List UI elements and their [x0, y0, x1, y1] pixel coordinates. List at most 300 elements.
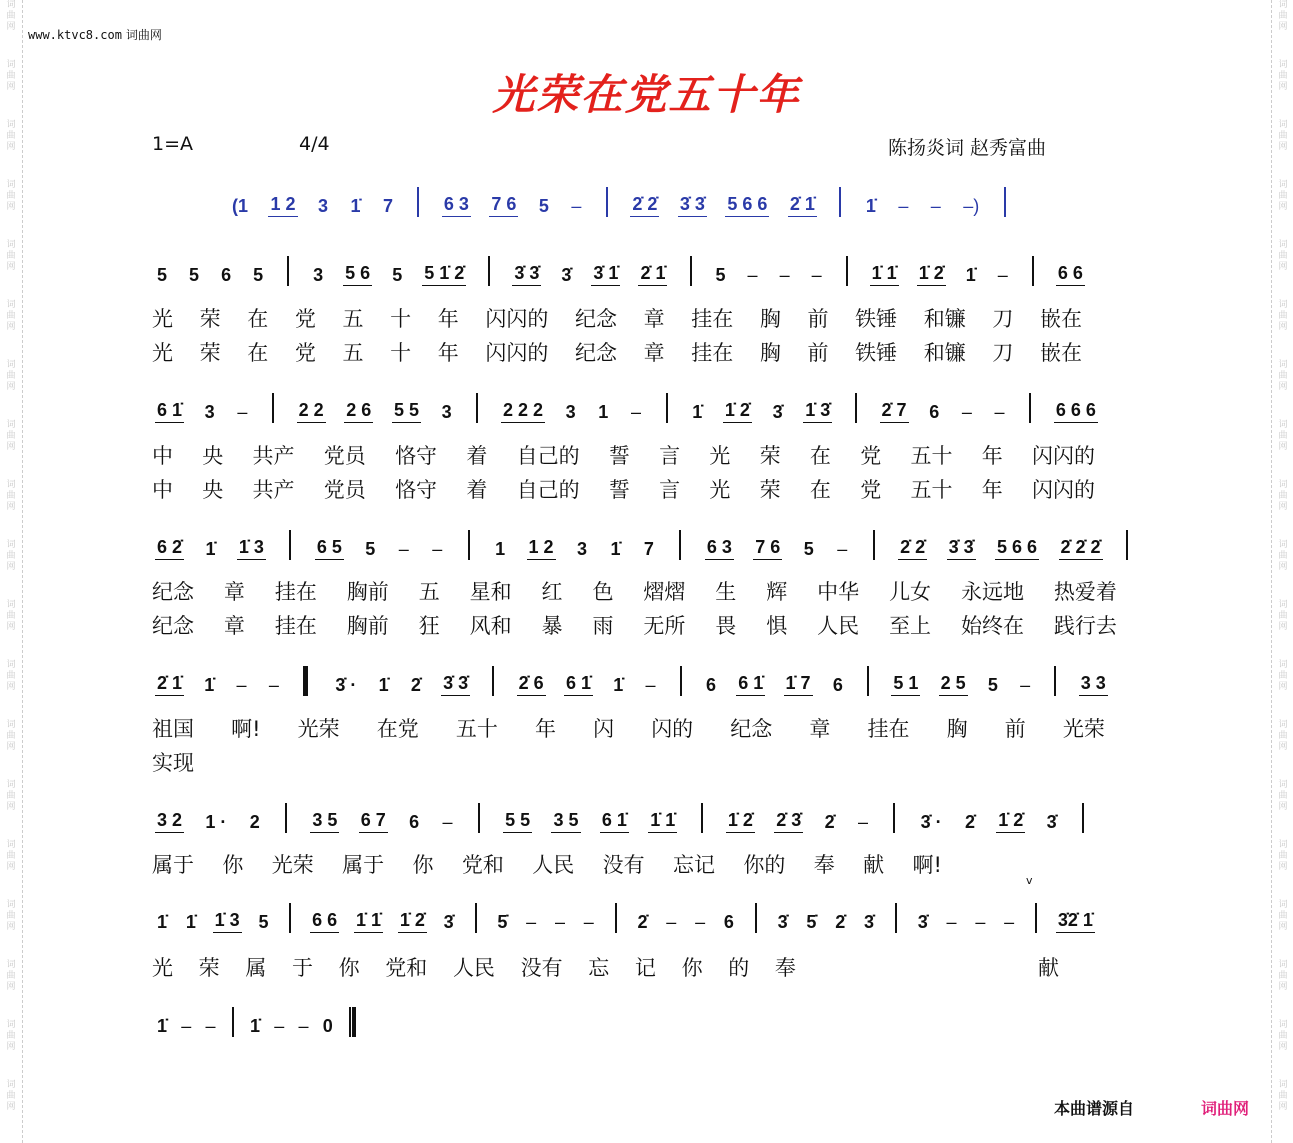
note: 1̇ 2̇ — [996, 809, 1025, 833]
lyric-word: 没有 — [520, 956, 563, 980]
dash-note: – — [205, 1016, 216, 1036]
note: 2̇ 1̇ — [788, 193, 817, 217]
lyric-word: 热爱着 — [1053, 580, 1117, 604]
lyric-word: 言 — [659, 444, 681, 468]
lyric-word: 和镰 — [923, 307, 966, 331]
dash-note: – — [237, 402, 248, 422]
site-header — [28, 26, 162, 43]
credits: 陈扬炎词 赵秀富曲 — [888, 137, 1047, 159]
lyric-word: 央 — [202, 478, 224, 502]
note: 3̇ · — [335, 675, 357, 695]
lyric-word: 暴 — [541, 614, 563, 638]
lyric-word: 色 — [592, 580, 614, 604]
lyric-word: 言 — [659, 478, 681, 502]
lyric-word: 在 — [809, 444, 831, 468]
note: 2̇ 2̇ 2̇ — [1059, 536, 1103, 560]
lyric-word: 自己的 — [516, 444, 580, 468]
lyric-word: 闪的 — [651, 717, 694, 741]
note: 3̇ — [917, 912, 928, 932]
note: 0 — [322, 1016, 333, 1036]
lyric-word: 献 — [1038, 956, 1059, 980]
note: 5 6 — [343, 262, 372, 286]
note: 3̇ 1̇ — [591, 262, 620, 286]
lyric-word: 党员 — [323, 444, 366, 468]
note: 6 5 — [315, 536, 344, 560]
lyric-word: 荣 — [759, 444, 781, 468]
lyric-word: 光荣 — [1062, 717, 1105, 741]
lyric-word: 铁锤 — [855, 307, 898, 331]
lyric-word: 在 — [247, 341, 269, 365]
bar-line — [1035, 903, 1037, 933]
note: 3 5 — [310, 809, 339, 833]
lyric-word: 熠熠 — [643, 580, 686, 604]
note: 1̇ — [692, 402, 703, 422]
lyric-word: 铁锤 — [855, 341, 898, 365]
watermark-text: 词曲网 — [6, 0, 16, 32]
note: 3 5 — [551, 809, 580, 833]
note: 2 2 — [297, 399, 326, 423]
note: 3 — [317, 196, 328, 216]
lyric-word: 光荣 — [271, 853, 314, 877]
lyric-word: 挂在 — [274, 614, 317, 638]
bar-line — [287, 256, 289, 286]
lyric-word: 你的 — [743, 853, 786, 877]
lyric-word: 胸 — [759, 341, 781, 365]
lyric-word: 刀 — [992, 307, 1014, 331]
lyric-word: 五十 — [455, 717, 498, 741]
watermark-text: 词曲网 — [1278, 600, 1288, 632]
note: 5 — [803, 539, 814, 559]
note: 1̇ — [350, 196, 361, 216]
repeat-bar-line — [303, 666, 311, 696]
note: 5 — [253, 265, 264, 285]
note: 3̇ — [864, 912, 875, 932]
lyric-word: 记 — [634, 956, 656, 980]
note: 7 6 — [489, 193, 518, 217]
watermark-text: 词曲网 — [6, 600, 16, 632]
score-line — [155, 803, 1088, 833]
note: 6 — [832, 675, 843, 695]
lyric-word: 你 — [681, 956, 703, 980]
lyric-word: 中华 — [817, 580, 860, 604]
note: 6 7 — [359, 809, 388, 833]
bar-line — [492, 666, 494, 696]
lyric-word: 和镰 — [923, 341, 966, 365]
lyric-word: 年 — [981, 444, 1003, 468]
lyric-word: 光荣 — [297, 717, 340, 741]
bar-line — [1032, 256, 1034, 286]
lyric-word: 前 — [807, 307, 829, 331]
lyric-word: 献 — [863, 853, 885, 877]
dash-note: – — [930, 196, 941, 216]
lyric-word: 恪守 — [395, 478, 438, 502]
note: 2 6 — [344, 399, 373, 423]
intro-line — [230, 187, 1010, 217]
lyric-word: 挂在 — [867, 717, 910, 741]
note: 6 — [221, 265, 232, 285]
bar-line — [272, 393, 274, 423]
lyric-word: 光 — [152, 307, 173, 331]
note: 6 1̇ — [600, 809, 629, 833]
note: 3 2 — [155, 809, 184, 833]
lyric-line — [152, 952, 1059, 980]
lyric-word: 光 — [152, 341, 173, 365]
note: 1 2 — [527, 536, 556, 560]
note: 3 — [577, 539, 588, 559]
lyric-word: 着 — [466, 444, 488, 468]
watermark-text: 词曲网 — [1278, 780, 1288, 812]
lyric-word: 章 — [223, 580, 245, 604]
note: 5 — [157, 265, 168, 285]
note: 3̇ · — [920, 812, 942, 832]
site-name: 词曲网 — [125, 28, 162, 42]
source-label: 本曲谱源自 — [1054, 1099, 1135, 1118]
lyric-word: 十 — [390, 341, 412, 365]
note: 7 — [382, 196, 393, 216]
lyric-word: 荣 — [759, 478, 781, 502]
bar-line — [475, 903, 477, 933]
lyric-word: 年 — [437, 307, 459, 331]
lyric-word: 挂在 — [691, 307, 734, 331]
note: 3̇ — [561, 265, 572, 285]
lyric-word: 共产 — [252, 478, 295, 502]
lyric-word: 胸前 — [346, 614, 389, 638]
note: 3̇ 3̇ — [441, 672, 470, 696]
key-signature: 1=A — [152, 133, 194, 155]
bar-line — [468, 530, 470, 560]
source-link[interactable]: 词曲网 — [1201, 1099, 1250, 1118]
note: 5 — [258, 912, 269, 932]
lyric-word: 央 — [202, 444, 224, 468]
bar-line — [1054, 666, 1056, 696]
lyric-word: 你 — [412, 853, 434, 877]
note: 3̇ 3̇ — [512, 262, 541, 286]
score-line — [155, 256, 1085, 286]
lyric-word: 中 — [152, 478, 173, 502]
dash-note: – — [1004, 912, 1015, 932]
watermark-text: 词曲网 — [6, 660, 16, 692]
note: 5 — [987, 675, 998, 695]
note: 2̇ 1̇ — [638, 262, 667, 286]
time-signature: 4/4 — [299, 133, 330, 155]
note: 2 — [249, 812, 260, 832]
lyric-word: 前 — [807, 341, 829, 365]
lyric-word: 胸 — [946, 717, 968, 741]
final-bar-line — [349, 1007, 356, 1037]
dash-note: – — [583, 912, 594, 932]
lyric-word: 党和 — [385, 956, 428, 980]
dash-note: – — [571, 196, 582, 216]
lyric-word: 祖国 — [152, 717, 194, 741]
lyric-word: 党 — [860, 478, 882, 502]
note: 6 3 — [705, 536, 734, 560]
lyric-word: 五 — [418, 580, 440, 604]
lyric-line — [152, 337, 1082, 363]
note: 3 — [441, 402, 452, 422]
note: 2̇ 3̇ — [774, 809, 803, 833]
dash-note: – — [181, 1016, 192, 1036]
note: 3 — [204, 402, 215, 422]
lyric-word: 纪念 — [152, 580, 194, 604]
watermark-text: 词曲网 — [6, 480, 16, 512]
note: 5̇ — [497, 912, 508, 932]
bar-line — [867, 666, 869, 696]
bar-line — [873, 530, 875, 560]
lyric-word: 章 — [643, 307, 665, 331]
dash-note: – — [432, 539, 443, 559]
dash-note: – — [779, 265, 790, 285]
note: 1̇ 2̇ — [726, 809, 755, 833]
score-line — [155, 530, 1132, 560]
note: 2̇ 2̇ — [630, 193, 659, 217]
note: 6 6 — [1056, 262, 1085, 286]
note: 1̇ — [610, 539, 621, 559]
lyric-word: 践行去 — [1053, 614, 1117, 638]
lyric-word: 嵌在 — [1040, 307, 1082, 331]
lyric-word: 辉 — [766, 580, 788, 604]
watermark-column-left — [0, 0, 23, 1143]
lyric-word: 章 — [643, 341, 665, 365]
bar-line — [1126, 530, 1128, 560]
bar-line — [478, 803, 480, 833]
watermark-text: 词曲网 — [6, 960, 16, 992]
note: 1̇ — [865, 196, 876, 216]
note: (1 — [232, 196, 249, 216]
lyric-word: 儿女 — [889, 580, 932, 604]
lyric-word: 誓 — [608, 478, 630, 502]
note: 2̇ — [964, 812, 975, 832]
lyric-word: 共产 — [252, 444, 295, 468]
dash-note: – — [526, 912, 537, 932]
note: 3̇ — [443, 912, 454, 932]
lyric-word: 胸 — [759, 307, 781, 331]
note: 1̇ 3 — [237, 536, 266, 560]
bar-line — [417, 187, 419, 217]
bar-line — [895, 903, 897, 933]
lyric-word: 啊! — [231, 717, 261, 741]
watermark-text: 词曲网 — [1278, 960, 1288, 992]
lyric-word: 荣 — [198, 956, 220, 980]
dash-note: – — [630, 402, 641, 422]
lyric-word: 纪念 — [730, 717, 773, 741]
note: 1̇ 7 — [784, 672, 813, 696]
note: 2 2 2 — [501, 399, 545, 423]
lyric-line — [152, 747, 198, 773]
bar-line — [680, 666, 682, 696]
lyric-word: 自己的 — [516, 478, 580, 502]
lyric-word: 风和 — [469, 614, 512, 638]
lyric-word: 忘记 — [673, 853, 715, 877]
lyric-line — [152, 576, 1117, 602]
lyric-word: 章 — [223, 614, 245, 638]
note: 1̇ 1̇ — [354, 909, 383, 933]
lyric-word: 人民 — [817, 614, 860, 638]
lyric-word: 党和 — [461, 853, 504, 877]
note: 6 2̇ — [155, 536, 184, 560]
lyric-word: 永远地 — [960, 580, 1024, 604]
note: 6 — [706, 675, 717, 695]
lyric-word: 年 — [981, 478, 1003, 502]
note: 3 — [313, 265, 324, 285]
bar-line — [855, 393, 857, 423]
lyric-word: 在 — [247, 307, 269, 331]
lyric-word: 五 — [342, 341, 364, 365]
watermark-text: 词曲网 — [6, 1080, 16, 1112]
note: 1 — [495, 539, 506, 559]
watermark-text: 词曲网 — [1278, 720, 1288, 752]
note: 1̇ 3 — [213, 909, 242, 933]
bar-line — [1029, 393, 1031, 423]
note: 1 — [598, 402, 609, 422]
note: 2̇ — [410, 675, 421, 695]
dash-note: – — [994, 402, 1005, 422]
note: 1̇ — [185, 912, 196, 932]
note: 2̇ — [835, 912, 846, 932]
lyric-word: 惧 — [766, 614, 788, 638]
lyric-word: 人民 — [532, 853, 575, 877]
lyric-word: 属于 — [342, 853, 385, 877]
note: 1 2 — [268, 193, 297, 217]
watermark-text: 词曲网 — [6, 780, 16, 812]
note: 1 · — [205, 812, 227, 832]
note: 3̇ — [777, 912, 788, 932]
dash-note: – — [837, 539, 848, 559]
note: 5 — [365, 539, 376, 559]
note: 5 6 6 — [995, 536, 1039, 560]
score-line — [155, 393, 1098, 423]
note: 5 6 6 — [725, 193, 769, 217]
watermark-text: 词曲网 — [6, 720, 16, 752]
watermark-text: 词曲网 — [1278, 540, 1288, 572]
bar-line — [476, 393, 478, 423]
dash-note: – — [666, 912, 677, 932]
note: 5 1 — [891, 672, 920, 696]
dash-note: – — [398, 539, 409, 559]
lyric-word: 始终在 — [960, 614, 1024, 638]
lyric-word: 奉 — [774, 956, 796, 980]
lyric-word: 无所 — [643, 614, 686, 638]
note: 6 1̇ — [564, 672, 593, 696]
lyric-word: 属 — [245, 956, 267, 980]
lyric-line — [152, 610, 1117, 636]
watermark-text: 词曲网 — [6, 300, 16, 332]
watermark-text: 词曲网 — [1278, 420, 1288, 452]
lyric-word: 没有 — [602, 853, 645, 877]
note: 5 — [392, 265, 403, 285]
lyric-word: 闪闪的 — [1031, 444, 1095, 468]
note: 6 3 — [442, 193, 471, 217]
note: 1̇ — [613, 675, 624, 695]
note: 5 5 — [503, 809, 532, 833]
lyric-word: 闪闪的 — [1031, 478, 1095, 502]
note: 3 3 — [1079, 672, 1108, 696]
dash-note: – — [554, 912, 565, 932]
dash-note: – — [898, 196, 909, 216]
dash-note: – — [1020, 675, 1031, 695]
lyric-word: 红 — [541, 580, 563, 604]
bar-line — [488, 256, 490, 286]
lyric-word: 忘 — [588, 956, 610, 980]
note: 2 5 — [939, 672, 968, 696]
lyric-word: 啊! — [912, 853, 942, 877]
watermark-text: 词曲网 — [1278, 360, 1288, 392]
dash-note: – — [975, 912, 986, 932]
lyric-word: 五十 — [910, 478, 953, 502]
watermark-text: 词曲网 — [1278, 60, 1288, 92]
lyric-word: 在 — [809, 478, 831, 502]
lyric-word: 雨 — [592, 614, 614, 638]
lyric-word: 胸前 — [346, 580, 389, 604]
lyric-word: 纪念 — [152, 614, 194, 638]
dash-note: – — [857, 812, 868, 832]
watermark-text: 词曲网 — [6, 240, 16, 272]
lyric-word: 光 — [709, 478, 731, 502]
bar-line — [1082, 803, 1084, 833]
note: 3 — [565, 402, 576, 422]
lyric-word: 恪守 — [395, 444, 438, 468]
watermark-text: 词曲网 — [6, 360, 16, 392]
dash-note: – — [298, 1016, 309, 1036]
lyric-word: 中 — [152, 444, 173, 468]
bar-line — [839, 187, 841, 217]
bar-line — [1004, 187, 1006, 217]
dash-note: –) — [963, 196, 980, 216]
lyric-word: 前 — [1004, 717, 1026, 741]
lyric-word: 年 — [437, 341, 459, 365]
watermark-text: 词曲网 — [6, 540, 16, 572]
watermark-text: 词曲网 — [6, 180, 16, 212]
lyric-word: 光 — [152, 956, 173, 980]
bar-line — [232, 1007, 234, 1037]
bar-line — [679, 530, 681, 560]
bar-line — [846, 256, 848, 286]
bar-line — [289, 530, 291, 560]
watermark-text: 词曲网 — [1278, 300, 1288, 332]
note: 7 6 — [753, 536, 782, 560]
note: 5̇ — [806, 912, 817, 932]
note: 6 — [723, 912, 734, 932]
note: 1̇ 2̇ — [398, 909, 427, 933]
note: 3̇ — [772, 402, 783, 422]
lyric-word: 纪念 — [575, 307, 617, 331]
bar-line — [285, 803, 287, 833]
bar-line — [666, 393, 668, 423]
note: 6 1̇ — [736, 672, 765, 696]
lyric-word: 五 — [342, 307, 364, 331]
note: 6 — [929, 402, 940, 422]
note: 5 — [715, 265, 726, 285]
lyric-word: 狂 — [418, 614, 440, 638]
note: 2̇ — [824, 812, 835, 832]
note: 3̇2̇ 1̇ — [1056, 909, 1095, 933]
watermark-text: 词曲网 — [6, 120, 16, 152]
watermark-text: 词曲网 — [1278, 180, 1288, 212]
lyric-word: 的 — [728, 956, 750, 980]
lyric-word: 实现 — [152, 751, 194, 775]
lyric-word: 年 — [534, 717, 556, 741]
dash-note: – — [747, 265, 758, 285]
watermark-text: 词曲网 — [6, 840, 16, 872]
watermark-text: 词曲网 — [1278, 1080, 1288, 1112]
note: 6 6 — [310, 909, 339, 933]
watermark-text: 词曲网 — [6, 900, 16, 932]
watermark-text: 词曲网 — [6, 420, 16, 452]
note: 6 6 6 — [1054, 399, 1098, 423]
watermark-text: 词曲网 — [1278, 0, 1288, 32]
note: 6 1̇ — [155, 399, 184, 423]
note: 5 — [538, 196, 549, 216]
lyric-word: 五十 — [910, 444, 953, 468]
